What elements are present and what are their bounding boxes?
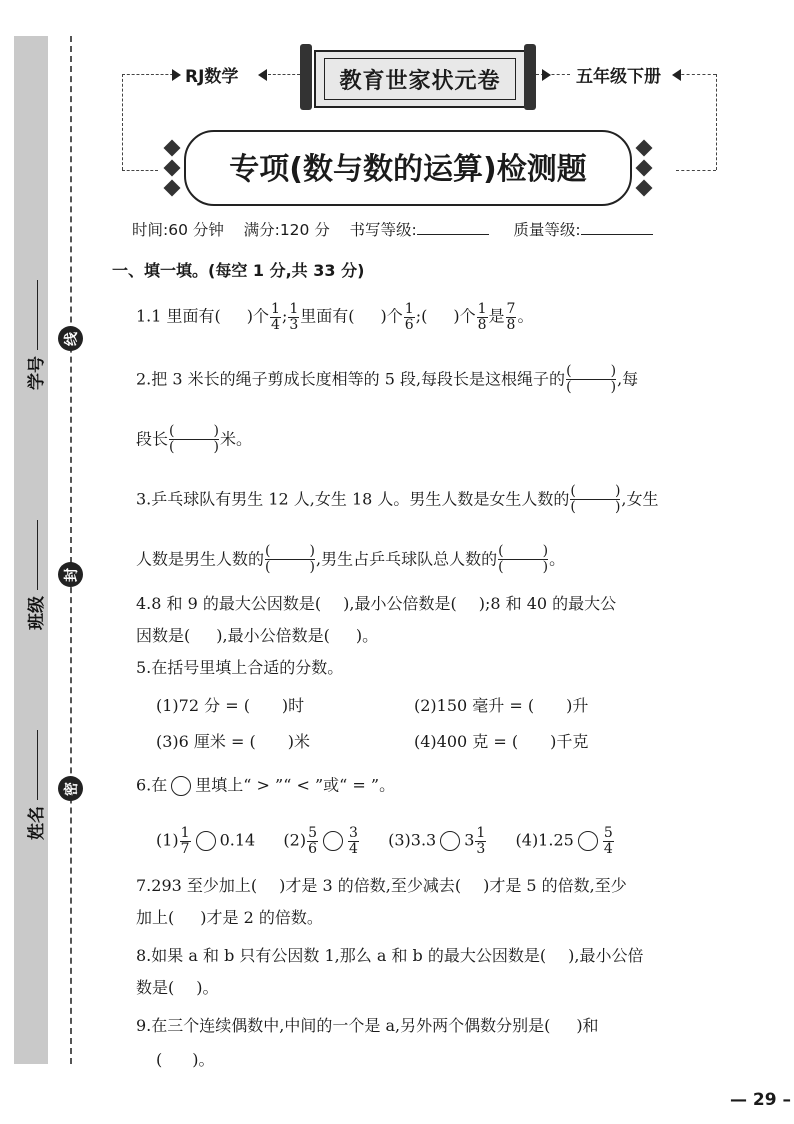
compare-circle[interactable] <box>440 831 460 851</box>
q5-item-4[interactable]: (4)400 克 = ( )千克 <box>414 732 589 751</box>
fraction <box>288 302 299 332</box>
q3-text: 3.乒乓球队有男生 12 人,女生 18 人。男生人数是女生人数的 <box>136 489 570 509</box>
q6-text: 里填上“ > ”“ < ”或“ = ”。 <box>195 775 396 795</box>
subject-tag: RJ数学 <box>185 67 239 87</box>
q5-item-1[interactable]: (1)72 分 = ( )时 <box>156 696 305 715</box>
q8-text: )。 <box>196 978 219 997</box>
q5-text: 5.在括号里填上合适的分数。 <box>136 658 344 677</box>
fraction <box>348 826 359 856</box>
q7-text: )才是 3 的倍数,至少减去( <box>279 876 462 895</box>
q6-value: 3 <box>464 830 475 850</box>
question-8-cont <box>136 980 219 996</box>
header-dash-left <box>122 74 178 75</box>
writing-label: 书写等级: <box>349 221 417 239</box>
q1-text: 里面有( <box>300 306 355 326</box>
arrow-right-icon <box>172 69 181 81</box>
q6-label: (1) <box>156 830 179 850</box>
blank-fraction[interactable]: ( ) ( ) <box>169 423 220 456</box>
question-2-cont <box>136 424 252 456</box>
class-line[interactable] <box>37 520 38 590</box>
blank-fraction[interactable]: ( ) ( ) <box>498 543 549 576</box>
header-dash-right-b <box>676 170 716 171</box>
name-label <box>22 730 47 840</box>
q3-text: ,女生 <box>621 489 659 509</box>
fraction <box>475 826 486 856</box>
question-1 <box>136 302 533 332</box>
blank-fraction[interactable]: ( ) ( ) <box>566 363 617 396</box>
seal-seal-text: 封 <box>63 567 80 582</box>
q7-text: 7.293 至少加上( <box>136 876 258 895</box>
question-4-cont <box>136 628 378 644</box>
title-banner <box>160 126 656 210</box>
seal-line-icon <box>58 326 83 351</box>
writing-blank[interactable] <box>417 220 489 235</box>
score-info: 满分:120 分 <box>243 221 330 239</box>
q7-text: )才是 5 的倍数,至少 <box>483 876 627 895</box>
fraction <box>270 302 281 332</box>
numerator: 5 <box>603 825 613 841</box>
numerator: 3 <box>349 825 358 841</box>
compare-circle[interactable] <box>323 831 343 851</box>
q7-text: )才是 2 的倍数。 <box>200 908 323 927</box>
numerator: 7 <box>506 301 516 317</box>
q1-text: ; <box>281 306 288 326</box>
question-5 <box>136 660 343 676</box>
seal-secret-icon <box>58 776 83 801</box>
q1-text: 。 <box>517 306 534 326</box>
scroll-roll-icon <box>524 44 536 110</box>
q2-text: 2.把 3 米长的绳子剪成长度相等的 5 段,每段长是这根绳子的 <box>136 369 566 389</box>
q2-text: 段长 <box>136 429 169 449</box>
blank-fraction[interactable]: ( ) ( ) <box>570 483 621 516</box>
q4-text: ),最小公倍数是( <box>216 626 330 645</box>
seal-secret-text: 密 <box>63 781 80 796</box>
denominator: 4 <box>349 840 358 857</box>
q7-text: 加上( <box>136 908 175 927</box>
header-dash-right2 <box>676 74 716 75</box>
q6-label: (3)3.3 <box>388 830 437 850</box>
q2-text: ,每 <box>617 369 639 389</box>
question-4 <box>136 596 616 612</box>
page-number: — 29 – <box>730 1090 791 1110</box>
q8-text: ),最小公倍 <box>568 946 644 965</box>
denominator: 4 <box>271 316 280 333</box>
numerator: 1 <box>404 301 414 317</box>
fraction <box>307 826 318 856</box>
class-text: 班级 <box>27 596 47 630</box>
denominator: 8 <box>477 316 487 333</box>
time-info: 时间:60 分钟 <box>132 221 224 239</box>
q6-value: 0.14 <box>219 830 256 850</box>
q4-text: 因数是( <box>136 626 191 645</box>
q5-item-3[interactable]: (3)6 厘米 = ( )米 <box>156 732 310 751</box>
seal-seal-icon <box>58 562 83 587</box>
header-dash-right-v <box>716 74 717 170</box>
header-dash-left2 <box>268 74 300 75</box>
question-9 <box>136 1018 599 1034</box>
arrow-right-icon <box>542 69 551 81</box>
numerator: 1 <box>477 301 487 317</box>
question-7 <box>136 878 627 894</box>
q9-text: 9.在三个连续偶数中,中间的一个是 a,另外两个偶数分别是( <box>136 1016 551 1035</box>
q6-text: 6.在 <box>136 775 168 795</box>
denominator: 6 <box>308 840 317 857</box>
q6-label: (2) <box>283 830 307 850</box>
q6-label: (4)1.25 <box>515 830 574 850</box>
q6-items <box>156 826 615 856</box>
q9-text: )。 <box>192 1050 215 1069</box>
q4-text: ),最小公倍数是( <box>343 594 457 613</box>
header-dash-left-b <box>122 170 158 171</box>
blank-fraction[interactable]: ( ) ( ) <box>265 543 316 576</box>
q1-text: 是 <box>488 306 505 326</box>
q4-text: );8 和 40 的最大公 <box>478 594 617 613</box>
denominator: 3 <box>476 840 486 857</box>
series-scroll <box>300 44 536 110</box>
q1-text: 1.1 里面有( <box>136 306 221 326</box>
quality-blank[interactable] <box>581 220 653 235</box>
denominator: 6 <box>404 316 414 333</box>
question-7-cont <box>136 910 323 926</box>
fraction <box>477 302 488 332</box>
q2-text: 米。 <box>220 429 253 449</box>
fraction <box>506 302 517 332</box>
q3-text: 。 <box>549 549 566 569</box>
question-3-cont <box>136 544 565 576</box>
denominator: 8 <box>506 316 516 333</box>
class-label <box>22 520 47 630</box>
name-text: 姓名 <box>27 806 47 840</box>
circle-icon <box>171 776 191 796</box>
q9-text: ( <box>156 1050 163 1069</box>
q1-text: ;( <box>415 306 428 326</box>
scroll-roll-icon <box>300 44 312 110</box>
q1-text: )个 <box>453 306 476 326</box>
question-9-cont <box>156 1052 215 1068</box>
q8-text: 数是( <box>136 978 175 997</box>
question-6 <box>136 776 395 796</box>
fraction <box>404 302 415 332</box>
grade-tag: 五年级下册 <box>576 67 661 87</box>
q1-text: )个 <box>380 306 403 326</box>
numerator: 1 <box>180 825 190 841</box>
student-id-text: 学号 <box>27 356 47 390</box>
numerator: 1 <box>271 301 280 317</box>
fraction <box>180 826 191 856</box>
q9-text: )和 <box>576 1016 599 1035</box>
compare-circle[interactable] <box>578 831 598 851</box>
header-dash-left-v <box>122 74 123 170</box>
exam-info <box>132 218 653 240</box>
numerator: 1 <box>289 301 299 317</box>
student-id-line[interactable] <box>37 280 38 350</box>
question-2 <box>136 364 638 396</box>
q3-text: 人数是男生人数的 <box>136 549 265 569</box>
q4-text: 4.8 和 9 的最大公因数是( <box>136 594 322 613</box>
seal-line-text: 线 <box>63 331 80 346</box>
denominator: 3 <box>289 316 299 333</box>
cut-line <box>70 36 72 1064</box>
section-title: 一、填一填。(每空 1 分,共 33 分) <box>112 261 365 280</box>
denominator: 7 <box>180 840 190 857</box>
q4-text: )。 <box>355 626 379 645</box>
q8-text: 8.如果 a 和 b 只有公因数 1,那么 a 和 b 的最大公因数是( <box>136 946 547 965</box>
fraction <box>603 826 614 856</box>
numerator: 1 <box>476 825 486 841</box>
q1-text: )个 <box>246 306 270 326</box>
student-id-label <box>22 280 47 390</box>
numerator: 5 <box>308 825 317 841</box>
arrow-left-icon <box>258 69 267 81</box>
quality-label: 质量等级: <box>513 221 581 239</box>
q5-item-2[interactable]: (2)150 毫升 = ( )升 <box>414 696 589 715</box>
scroll-body <box>314 50 526 108</box>
q3-text: ,男生占乒乓球队总人数的 <box>316 549 498 569</box>
denominator: 4 <box>603 840 613 857</box>
compare-circle[interactable] <box>196 831 216 851</box>
series-title: 教育世家状元卷 <box>324 58 516 100</box>
name-line[interactable] <box>37 730 38 800</box>
question-3 <box>136 484 659 516</box>
page-title: 专项(数与数的运算)检测题 <box>229 152 587 187</box>
question-8 <box>136 948 643 964</box>
arrow-left-icon <box>672 69 681 81</box>
